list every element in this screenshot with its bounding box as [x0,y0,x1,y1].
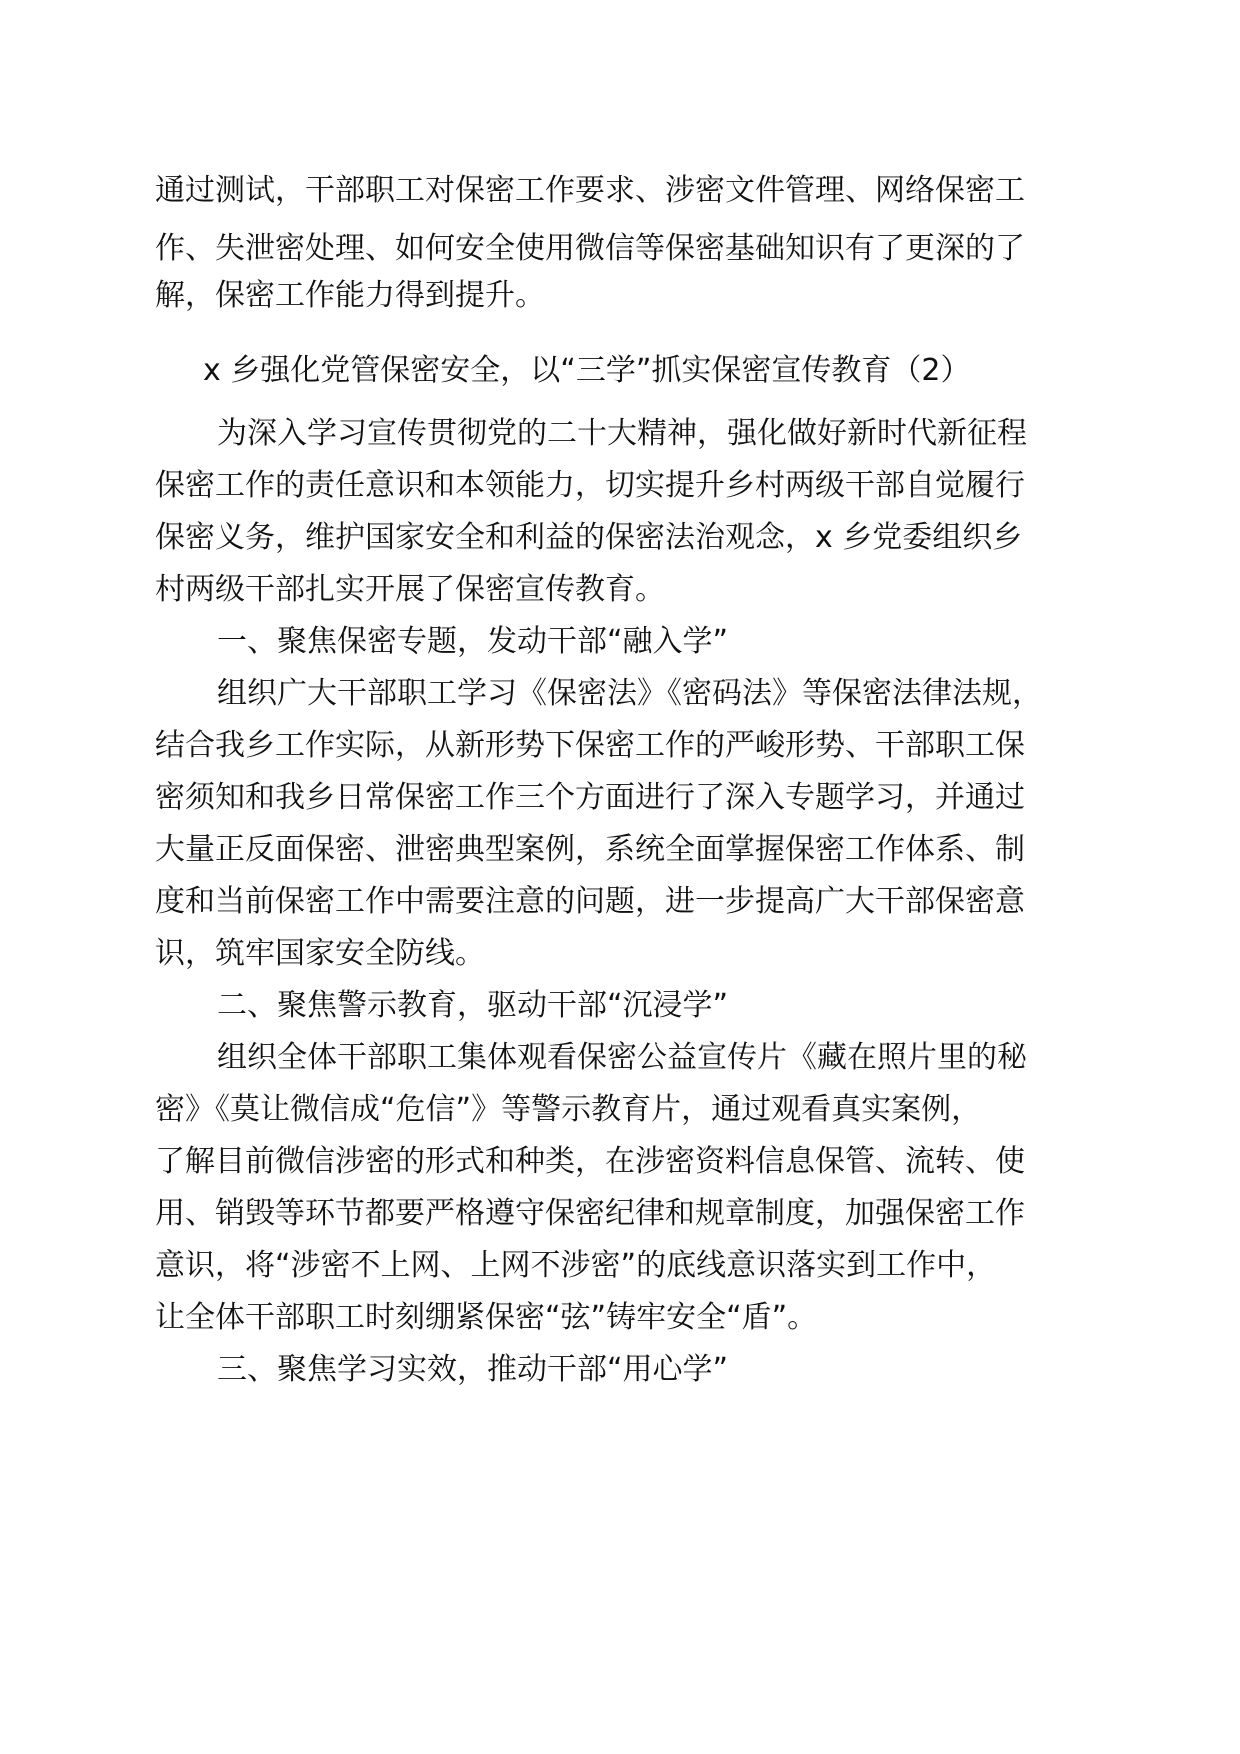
section-1-line-2: 结合我乡工作实际，从新形势下保密工作的严峻形势、干部职工保 [155,728,1025,763]
paragraph-1-line-2: 作、失泄密处理、如何安全使用微信等保密基础知识有了更深的了 [155,231,1025,266]
section-1-line-6: 识，筑牢国家安全防线。 [155,936,485,971]
section-1-line-5: 度和当前保密工作中需要注意的问题，进一步提高广大干部保密意 [155,884,1025,919]
paragraph-1-line-1: 通过测试，干部职工对保密工作要求、涉密文件管理、网络保密工 [155,173,1025,208]
section-2-line-2: 密》《莫让微信成“危信”》等警示教育片，通过观看真实案例， [155,1092,982,1127]
section-2-heading: 二、聚焦警示教育，驱动干部“沉浸学” [217,988,729,1023]
section-1-line-1: 组织广大干部职工学习《保密法》《密码法》等保密法律法规， [217,676,1042,711]
section-2-line-3: 了解目前微信涉密的形式和种类，在涉密资料信息保管、流转、使 [155,1144,1025,1179]
document-title: x 乡强化党管保密安全，以“三学”抓实保密宣传教育（2） [203,353,971,388]
section-2-line-6: 让全体干部职工时刻绷紧保密“弦”铸牢安全“盾”。 [155,1300,818,1335]
intro-line-1: 为深入学习宣传贯彻党的二十大精神，强化做好新时代新征程 [217,416,1027,451]
intro-line-2: 保密工作的责任意识和本领能力，切实提升乡村两级干部自觉履行 [155,468,1025,503]
intro-line-3: 保密义务，维护国家安全和利益的保密法治观念，x 乡党委组织乡 [155,520,1023,555]
section-2-line-1: 组织全体干部职工集体观看保密公益宣传片《藏在照片里的秘 [217,1040,1027,1075]
section-1-line-3: 密须知和我乡日常保密工作三个方面进行了深入专题学习，并通过 [155,780,1025,815]
section-3-heading: 三、聚焦学习实效，推动干部“用心学” [217,1352,729,1387]
section-1-line-4: 大量正反面保密、泄密典型案例，系统全面掌握保密工作体系、制 [155,832,1025,867]
paragraph-1-line-3: 解，保密工作能力得到提升。 [155,278,545,313]
section-2-line-5: 意识，将“涉密不上网、上网不涉密”的底线意识落实到工作中， [155,1248,997,1283]
section-1-heading: 一、聚焦保密专题，发动干部“融入学” [217,624,729,659]
section-2-line-4: 用、销毁等环节都要严格遵守保密纪律和规章制度，加强保密工作 [155,1196,1025,1231]
intro-line-4: 村两级干部扎实开展了保密宣传教育。 [155,572,665,607]
